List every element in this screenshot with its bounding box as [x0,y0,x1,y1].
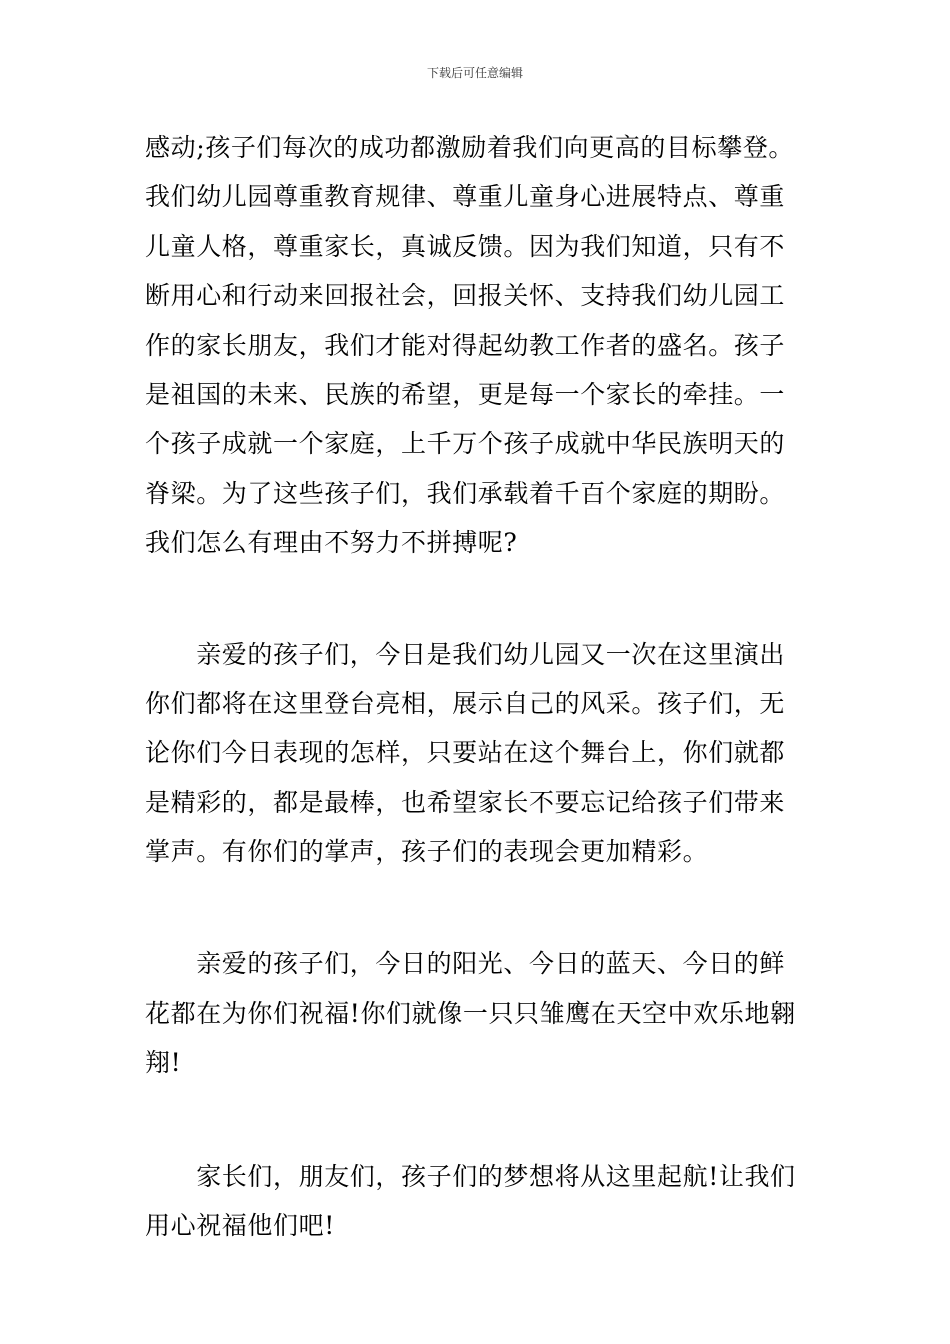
page-header: 下载后可任意编辑 [426,66,523,80]
paragraph-4 [145,1152,815,1251]
text-line: 花都在为你们祝福!你们就像一只只雏鹰在天空中欢乐地翱 [145,998,796,1028]
paragraph-2 [145,630,815,877]
text-line: 我们怎么有理由不努力不拼搏呢? [145,528,518,558]
paragraph-gap [145,1088,815,1152]
paragraph-1 [145,123,815,568]
text-line: 亲爱的孩子们，今日的阳光、今日的蓝天、今日的鲜 [145,949,786,979]
text-line: 论你们今日表现的怎样，只要站在这个舞台上，你们就都 [145,738,786,768]
text-line: 用心祝福他们吧! [145,1211,335,1241]
text-line: 儿童人格，尊重家长，真诚反馈。因为我们知道，只有不 [145,231,786,261]
document-body [145,123,815,1250]
text-line: 家长们，朋友们，孩子们的梦想将从这里起航!让我们 [145,1161,796,1191]
text-line: 感动;孩子们每次的成功都激励着我们向更高的目标攀登。 [145,133,795,162]
text-line: 是精彩的，都是最棒，也希望家长不要忘记给孩子们带来 [145,787,786,817]
text-line: 翔! [145,1048,182,1078]
paragraph-gap [145,876,815,939]
text-line: 掌声。有你们的掌声，孩子们的表现会更加精彩。 [145,837,709,867]
text-line: 作的家长朋友，我们才能对得起幼教工作者的盛名。孩子 [145,330,786,360]
paragraph-gap [145,568,815,630]
text-line: 你们都将在这里登台亮相，展示自己的风采。孩子们，无 [145,688,786,718]
text-line: 断用心和行动来回报社会，回报关怀、支持我们幼儿园工 [145,281,786,311]
text-line: 是祖国的未来、民族的希望，更是每一个家长的牵挂。一 [145,379,786,409]
text-line: 我们幼儿园尊重教育规律、尊重儿童身心进展特点、尊重 [145,182,786,212]
paragraph-3 [145,939,815,1087]
text-line: 个孩子成就一个家庭，上千万个孩子成就中华民族明天的 [145,429,786,459]
text-line: 脊梁。为了这些孩子们，我们承载着千百个家庭的期盼。 [145,478,786,508]
text-line: 亲爱的孩子们，今日是我们幼儿园又一次在这里演出 [145,639,786,669]
